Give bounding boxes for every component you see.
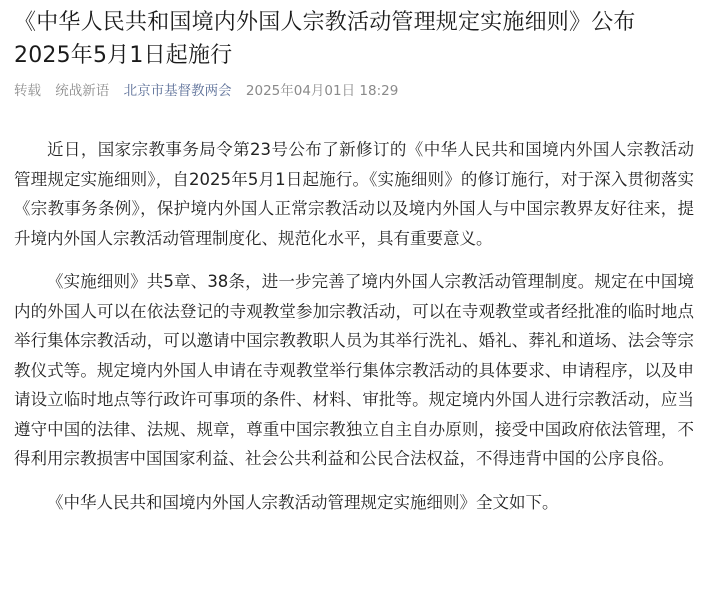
- source-name: 统战新语: [55, 83, 110, 99]
- article-title: 《中华人民共和国境内外国人宗教活动管理规定实施细则》公布 2025年5月1日起施行: [14, 10, 636, 68]
- paragraph-3: 《中华人民共和国境内外国人宗教活动管理规定实施细则》全文如下。: [47, 492, 559, 512]
- publish-datetime: 2025年04月01日 18:29: [245, 83, 399, 99]
- article-body: [14, 135, 696, 517]
- paragraph-2: 《实施细则》共5章、38条，进一步完善了境内外国人宗教活动管理制度。规定在中国境内的外国人可以在依法登记的寺观教堂参加宗教活动，可以在寺观教堂或者经批准的临时地点举行集体宗教活动，可以邀请中国宗教教职人员为其举行洗礼、婚礼、葬礼和道场、法会等宗教仪式等。规定境内外国人申请在寺观教堂举行集体宗教活动的具体要求、申请程序，以及申请设立临时地点等行政许可事项的条件、材料、审批等。规定境内外国人进行宗教活动，应当遵守中国的法律、法规、规章，尊重中国宗教独立自主自办原则，接受中国政府依法管理，不得利用宗教损害中国国家利益、社会公共利益和公民合法权益，不得违背中国的公序良俗。: [14, 272, 694, 468]
- account-link[interactable]: 北京市基督教两会: [123, 83, 232, 99]
- repost-tag: 转载: [14, 83, 41, 99]
- article-meta: [14, 81, 696, 101]
- paragraph-1: 近日，国家宗教事务局令第23号公布了新修订的《中华人民共和国境内外国人宗教活动管理规定实施细则》，自2025年5月1日起施行。《实施细则》的修订施行，对于深入贯彻落实《宗教事务条例》，保护境内外国人正常宗教活动以及境内外国人与中国宗教界友好往来，提升境内外国人宗教活动管理制度化、规范化水平，具有重要意义。: [14, 140, 694, 248]
